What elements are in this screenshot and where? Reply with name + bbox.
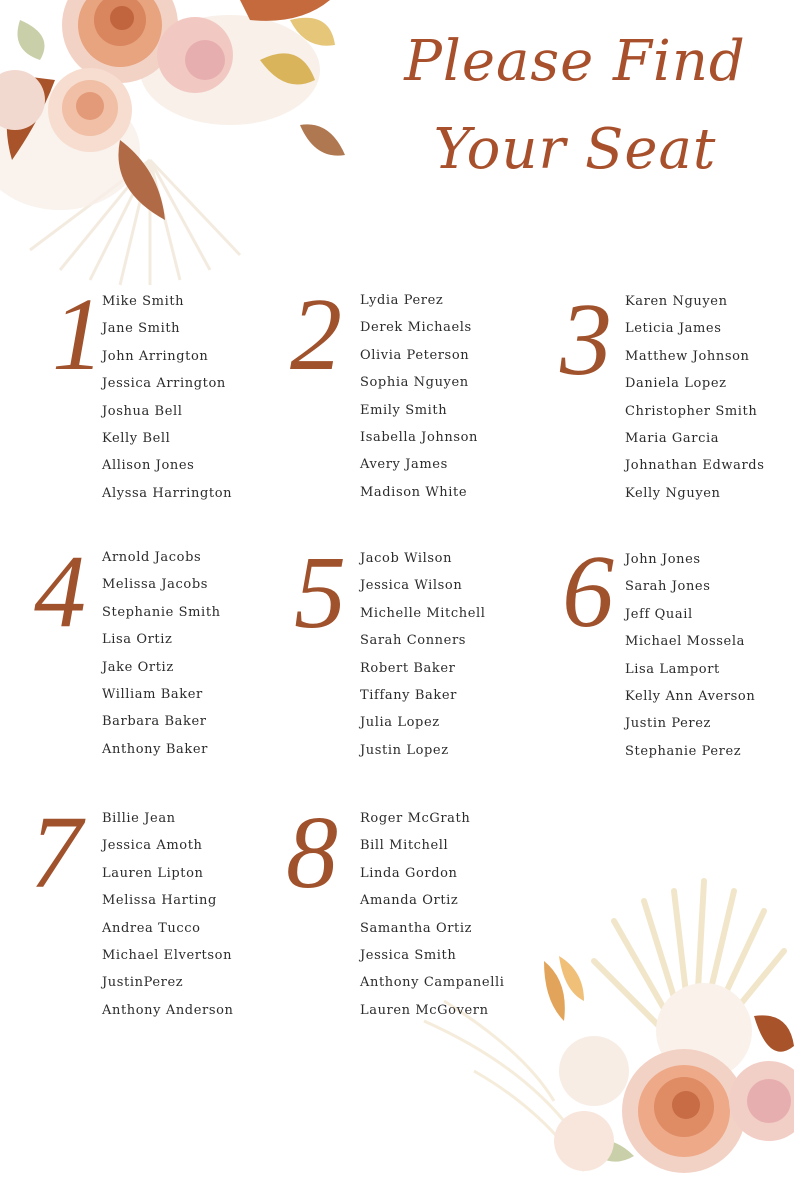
guest-name: Avery James	[360, 457, 448, 473]
guest-name: Kelly Bell	[102, 430, 171, 446]
guest-name: Jessica Smith	[360, 947, 457, 963]
guest-name: Derek Michaels	[360, 320, 472, 336]
guest-name: Lauren McGovern	[360, 1002, 489, 1018]
table-number: 7	[30, 795, 82, 910]
guest-name: William Baker	[102, 686, 203, 702]
guest-list	[360, 287, 478, 506]
table-number: 2	[290, 277, 342, 392]
table-number: 6	[562, 534, 614, 649]
guest-name: Melissa Harting	[102, 893, 217, 909]
guest-name: Stephanie Perez	[625, 743, 742, 759]
guest-name: Joshua Bell	[102, 403, 183, 419]
guest-name: Maria Garcia	[625, 430, 720, 446]
table-number: 3	[560, 282, 612, 397]
guest-name: Jessica Arrington	[102, 376, 226, 392]
guest-name: Stephanie Smith	[102, 604, 221, 620]
guest-name: Emily Smith	[360, 402, 448, 418]
guest-list	[102, 805, 234, 1024]
guest-name: Lydia Perez	[360, 293, 444, 308]
guest-list	[102, 288, 232, 507]
guest-name: Lisa Lamport	[625, 661, 720, 677]
guest-name: Jane Smith	[102, 321, 181, 337]
guest-name: Leticia James	[625, 321, 722, 337]
guest-name: Lauren Lipton	[102, 865, 204, 881]
guest-name: Christopher Smith	[625, 403, 758, 419]
guest-name: Amanda Ortiz	[360, 893, 459, 909]
title-line-1: Please Find	[404, 29, 746, 94]
guest-name: John Arrington	[102, 348, 209, 364]
floral-bouquet-top-left	[0, 0, 360, 290]
guest-list	[625, 546, 755, 765]
guest-name: Jacob Wilson	[360, 551, 453, 566]
guest-name: Barbara Baker	[102, 714, 207, 730]
table-number: 4	[34, 534, 86, 649]
guest-name: Sarah Conners	[360, 633, 467, 649]
guest-list	[102, 544, 221, 763]
guest-name: Robert Baker	[360, 660, 456, 676]
guest-name: Kelly Nguyen	[625, 485, 721, 501]
guest-name: Jake Ortiz	[102, 659, 174, 675]
guest-name: Daniela Lopez	[625, 376, 727, 392]
guest-name: Jeff Quail	[625, 606, 693, 622]
guest-name: Linda Gordon	[360, 865, 458, 881]
guest-name: JustinPerez	[102, 975, 184, 991]
table-number: 1	[52, 277, 104, 392]
guest-name: Lisa Ortiz	[102, 632, 173, 648]
table-number: 8	[286, 795, 338, 910]
title-line-2: Your Seat	[433, 117, 717, 182]
guest-name: Allison Jones	[102, 458, 195, 474]
guest-name: Michael Mossela	[625, 634, 745, 650]
guest-name: Anthony Baker	[102, 741, 208, 757]
guest-name: Mike Smith	[102, 294, 185, 309]
guest-name: Justin Perez	[625, 716, 711, 732]
table-number: 5	[294, 535, 346, 650]
guest-name: Samantha Ortiz	[360, 920, 473, 936]
guest-name: Tiffany Baker	[360, 687, 457, 703]
guest-name: Roger McGrath	[360, 811, 471, 826]
guest-name: Madison White	[360, 484, 468, 500]
page-title	[390, 18, 760, 194]
guest-name: Justin Lopez	[360, 742, 449, 758]
guest-name: Sophia Nguyen	[360, 375, 469, 391]
guest-name: Matthew Johnson	[625, 348, 750, 364]
guest-name: Anthony Campanelli	[360, 975, 505, 991]
guest-name: Anthony Anderson	[102, 1002, 234, 1018]
guest-name: Billie Jean	[102, 811, 176, 826]
guest-name: John Jones	[625, 552, 701, 567]
guest-list	[360, 545, 486, 764]
guest-name: Karen Nguyen	[625, 294, 728, 309]
guest-name: Jessica Amoth	[102, 838, 203, 854]
guest-name: Alyssa Harrington	[102, 485, 233, 501]
guest-name: Melissa Jacobs	[102, 577, 209, 593]
guest-list	[625, 288, 764, 507]
guest-name: Arnold Jacobs	[102, 550, 202, 565]
guest-name: Michael Elvertson	[102, 947, 233, 963]
guest-name: Kelly Ann Averson	[625, 688, 756, 704]
guest-name: Bill Mitchell	[360, 838, 449, 854]
guest-name: Johnathan Edwards	[625, 458, 765, 474]
guest-name: Isabella Johnson	[360, 429, 479, 445]
guest-name: Sarah Jones	[625, 579, 711, 595]
guest-name: Julia Lopez	[360, 715, 440, 731]
guest-name: Jessica Wilson	[360, 578, 463, 594]
guest-name: Michelle Mitchell	[360, 605, 486, 621]
guest-name: Olivia Peterson	[360, 347, 470, 363]
guest-list	[360, 805, 504, 1024]
guest-name: Andrea Tucco	[102, 920, 201, 936]
